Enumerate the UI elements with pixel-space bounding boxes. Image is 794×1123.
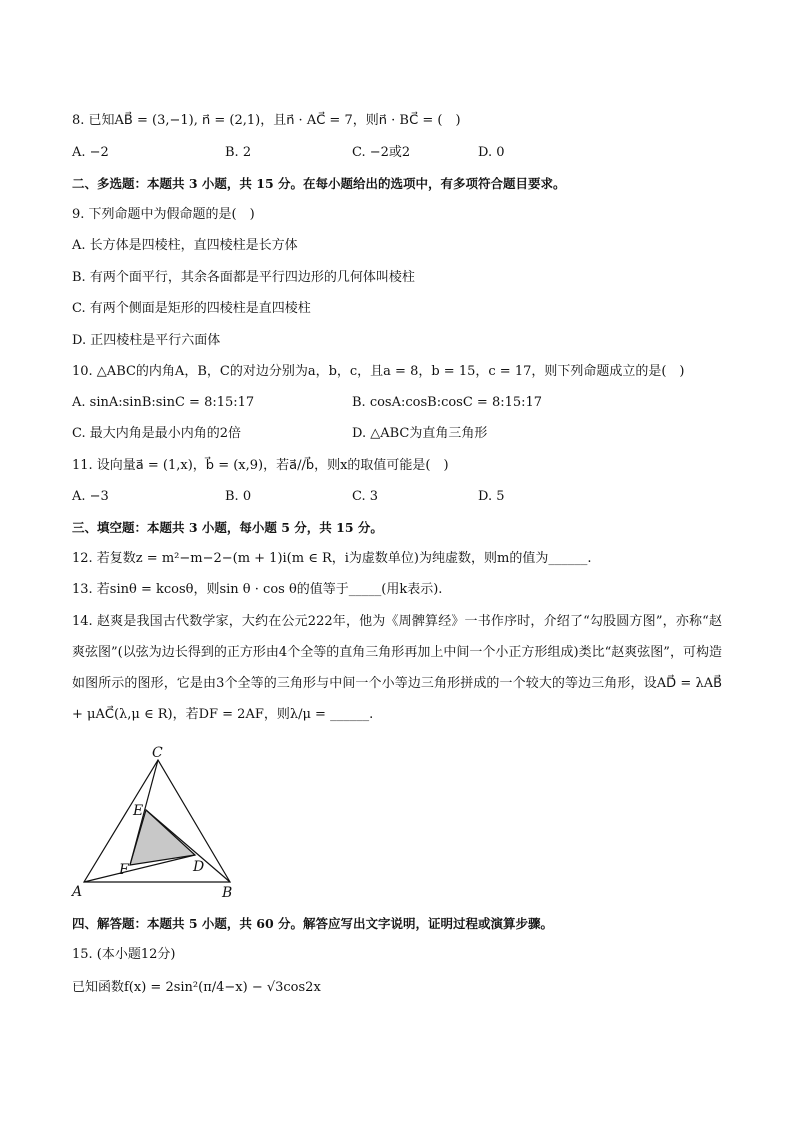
q11-option-c: C. 3 xyxy=(352,489,379,504)
q8-option-a: A. −2 xyxy=(72,145,109,160)
q14-stem: 14. 赵爽是我国古代数学家，大约在公元222年，他为《周髀算经》一书作序时，介绍了“勾股圆方图”，亦称“赵爽弦图”(以弦为边长得到的正方形由4个全等的直角三角形再加上中间一个小正方形组成)类比“赵爽弦图”，可构造如图所示的图形，它是由3个全等的三角形与中间一个小等边三角形拼成的一个较大的等边三角形，设AD⃗ = λAB⃗ + μAC⃗(λ,μ ∈ R)，若DF = 2AF，则λ/μ = ______. xyxy=(72,614,722,722)
q8-option-d: D. 0 xyxy=(478,145,505,160)
q13-stem: 13. 若sinθ = kcosθ，则sin θ · cos θ的值等于_____(用k表示). xyxy=(72,582,443,597)
q11-option-d: D. 5 xyxy=(478,489,505,504)
q8-option-b: B. 2 xyxy=(225,145,252,160)
q10-option-c: C. 最大内角是最小内角的2倍 xyxy=(72,426,242,441)
q9-option-c: C. 有两个侧面是矩形的四棱柱是直四棱柱 xyxy=(72,301,311,316)
q10-option-b: B. cosA:cosB:cosC = 8:15:17 xyxy=(352,395,543,410)
q9-option-b: B. 有两个面平行，其余各面都是平行四边形的几何体叫棱柱 xyxy=(72,270,415,285)
q12-stem: 12. 若复数z = m²−m−2−(m + 1)i(m ∈ R，i为虚数单位)为纯虚数，则m的值为______. xyxy=(72,551,592,566)
q11-option-a: A. −3 xyxy=(72,489,109,504)
q9-option-a: A. 长方体是四棱柱，直四棱柱是长方体 xyxy=(72,238,298,253)
q11-stem: 11. 设向量a⃗ = (1,x)，b⃗ = (x,9)，若a⃗//b⃗，则x的取值可能是( ) xyxy=(72,458,449,473)
label-c: C xyxy=(152,745,163,761)
q11-option-b: B. 0 xyxy=(225,489,252,504)
q10-option-d: D. △ABC为直角三角形 xyxy=(352,426,488,441)
label-f: F xyxy=(119,862,129,878)
section-2-heading: 二、多选题：本题共 3 小题，共 15 分。在每小题给出的选项中，有多项符合题目要求。 xyxy=(72,176,566,191)
q10-option-a: A. sinA:sinB:sinC = 8:15:17 xyxy=(72,395,255,410)
section-4-heading: 四、解答题：本题共 5 小题，共 60 分。解答应写出文字说明，证明过程或演算步骤。 xyxy=(72,916,554,931)
q15-stem: 已知函数f(x) = 2sin²(π/4−x) − √3cos2x xyxy=(72,980,321,995)
label-a: A xyxy=(72,884,83,900)
q8-option-c: C. −2或2 xyxy=(352,145,411,160)
q10-stem: 10. △ABC的内角A，B，C的对边分别为a，b，c，且a = 8，b = 15，c = 17，则下列命题成立的是( ) xyxy=(72,364,685,379)
label-b: B xyxy=(222,885,233,900)
triangle-figure xyxy=(60,740,260,900)
section-3-heading: 三、填空题：本题共 3 小题，每小题 5 分，共 15 分。 xyxy=(72,520,383,535)
label-e: E xyxy=(133,803,144,819)
q9-stem: 9. 下列命题中为假命题的是( ) xyxy=(72,207,255,222)
q8-stem: 8. 已知AB⃗ = (3,−1), n⃗ = (2,1)，且n⃗ · AC⃗ = 7，则n⃗ · BC⃗ = ( ) xyxy=(72,113,461,128)
label-d: D xyxy=(193,859,205,875)
q15-heading: 15. (本小题12分) xyxy=(72,947,176,962)
q9-option-d: D. 正四棱柱是平行六面体 xyxy=(72,333,221,348)
